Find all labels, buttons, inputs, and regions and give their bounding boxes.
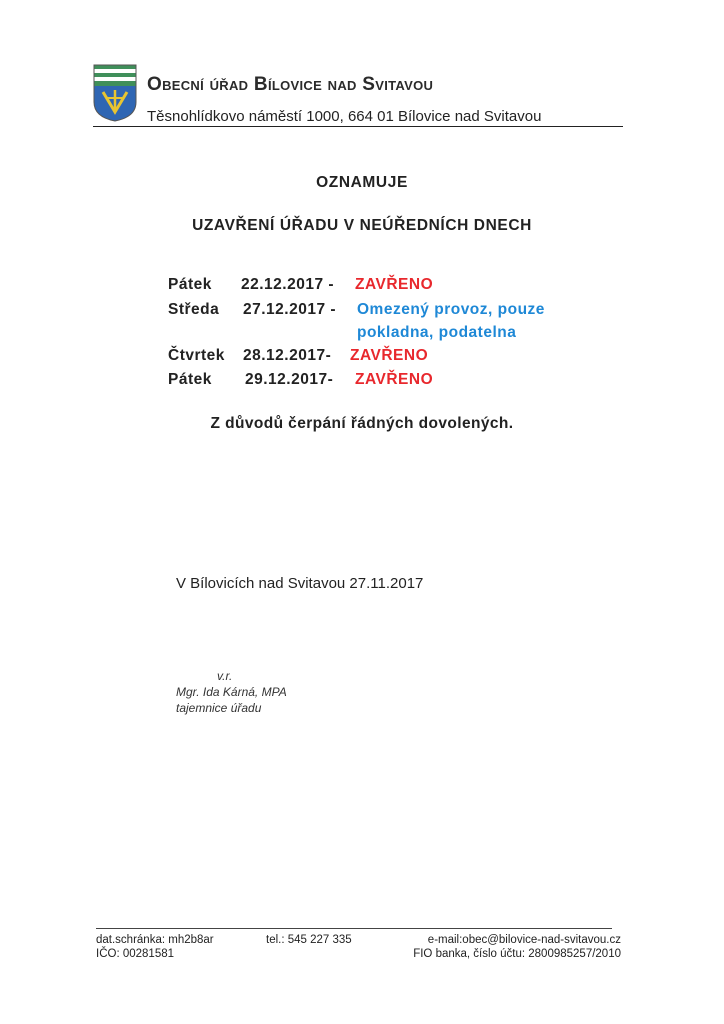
signature-vr: v.r. [217, 669, 233, 683]
footer-data-box: dat.schránka: mh2b8ar [96, 934, 214, 946]
signatory-name: Mgr. Ida Kárná, MPA [176, 685, 287, 699]
signatory-role: tajemnice úřadu [176, 701, 262, 715]
closure-reason: Z důvodů čerpání řádných dovolených. [210, 415, 514, 432]
footer-phone: tel.: 545 227 335 [266, 934, 352, 946]
schedule-status: ZAVŘENO [355, 276, 434, 293]
schedule-day: Pátek [168, 371, 212, 388]
place-and-date: V Bílovicích nad Svitavou 27.11.2017 [176, 575, 424, 592]
footer-ico: IČO: 00281581 [96, 948, 175, 960]
coat-of-arms-icon [93, 64, 137, 122]
office-name: Obecní úřad Bílovice nad Svitavou [147, 74, 434, 95]
schedule-status: ZAVŘENO [355, 371, 434, 388]
schedule-day: Pátek [168, 276, 212, 293]
schedule-status-continued: pokladna, podatelna [357, 324, 517, 341]
schedule-date: 22.12.2017 - [241, 276, 335, 293]
footer-divider [96, 928, 612, 929]
schedule-date: 28.12.2017- [243, 347, 332, 364]
announcement-subtitle: UZAVŘENÍ ÚŘADU V NEÚŘEDNÍCH DNECH [192, 217, 532, 234]
footer-email: e-mail:obec@bilovice-nad-svitavou.cz [427, 934, 621, 946]
schedule-status: ZAVŘENO [350, 347, 429, 364]
schedule-status: Omezený provoz, pouze [357, 301, 545, 318]
announcement-title: OZNAMUJE [316, 174, 408, 191]
schedule-day: Čtvrtek [168, 347, 225, 364]
footer-bank: FIO banka, číslo účtu: 2800985257/2010 [413, 948, 621, 960]
schedule-date: 29.12.2017- [245, 371, 334, 388]
header-divider [93, 126, 623, 127]
office-address: Těsnohlídkovo náměstí 1000, 664 01 Bílovice nad Svitavou [147, 108, 542, 125]
schedule-day: Středa [168, 301, 220, 318]
schedule-date: 27.12.2017 - [243, 301, 337, 318]
